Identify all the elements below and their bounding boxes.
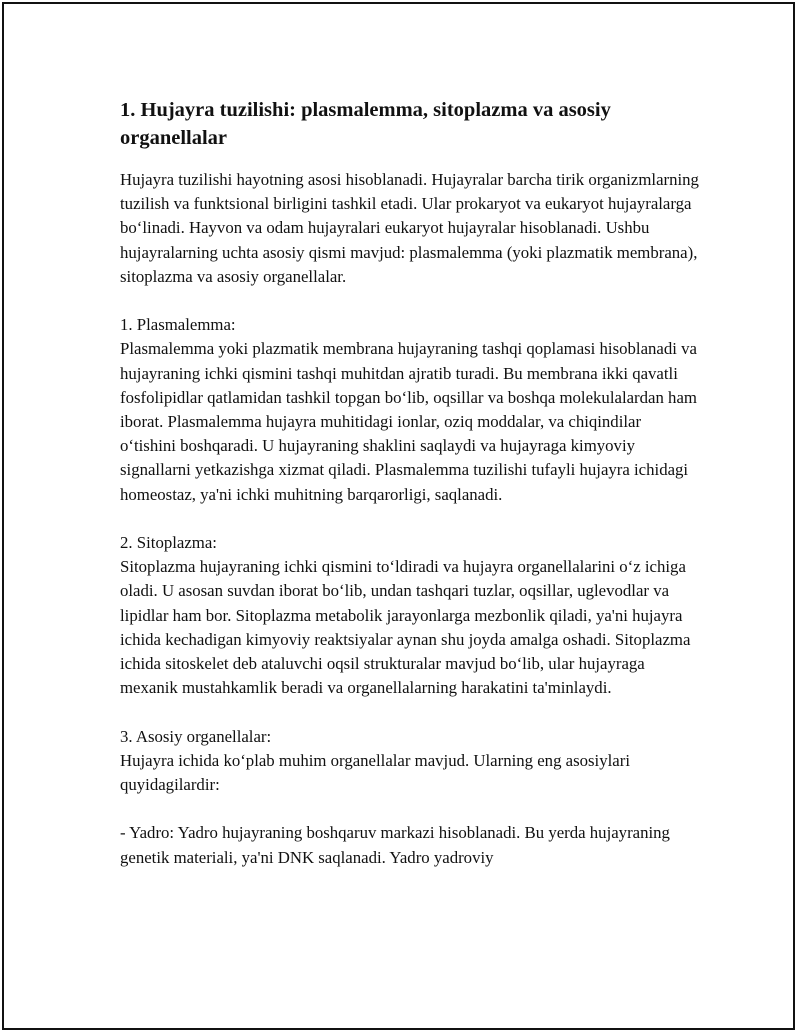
document-page	[2, 2, 795, 1030]
document-heading: 1. Hujayra tuzilishi: plasmalemma, sitoplazma va asosiy organellalar	[120, 99, 611, 149]
document-content	[120, 96, 700, 870]
document-body: Hujayra tuzilishi hayotning asosi hisoblanadi. Hujayralar barcha tirik organizmlarning tuzilish va funktsional birligini tashkil etadi. Ular prokaryot va eukaryot hujayralarga bo‘linadi. Hayvon va odam hujayralari eukaryot hujayralar hisoblanadi. Ushbu hujayralarning uchta asosiy qismi mavjud: plasmalemma (yoki plazmatik membrana), sitoplazma va asosiy organellalar. 1. Plasmalemma: Plasmalemma yoki plazmatik membrana hujayraning tashqi qoplamasi hisoblanadi va hujayraning ichki qismini tashqi muhitdan ajratib turadi. Bu membrana ikki qavatli fosfolipidlar qatlamidan tashkil topgan bo‘lib, oqsillar va boshqa molekulalardan ham iborat. Plasmalemma hujayra muhitidagi ionlar, oziq moddalar, va chiqindilar o‘tishini boshqaradi. U hujayraning shaklini saqlaydi va hujayraga kimyoviy signallarni yetkazishga xizmat qiladi. Plasmalemma tuzilishi tufayli hujayra ichidagi homeostaz, ya'ni ichki muhitning barqarorligi, saqlanadi. 2. Sitoplazma: Sitoplazma hujayraning ichki qismini to‘ldiradi va hujayra organellalarini o‘z ichiga oladi. U asosan suvdan iborat bo‘lib, undan tashqari tuzlar, oqsillar, uglevodlar va lipidlar ham bor. Sitoplazma metabolik jarayonlarga mezbonlik qiladi, ya'ni hujayra ichida kechadigan kimyoviy reaktsiyalar aynan shu joyda amalga oshadi. Sitoplazma ichida sitoskelet deb ataluvchi oqsil strukturalar mavjud bo‘lib, ular hujayraga mexanik mustahkamlik beradi va organellalarning harakatini ta'minlaydi. 3. Asosiy organellalar: Hujayra ichida ko‘plab muhim organellalar mavjud. Ularning eng asosiylari quyidagilardir: - Yadro: Yadro hujayraning boshqaruv markazi hisoblanadi. Bu yerda hujayraning genetik materiali, ya'ni DNK saqlanadi. Yadro yadroviy	[120, 170, 699, 867]
